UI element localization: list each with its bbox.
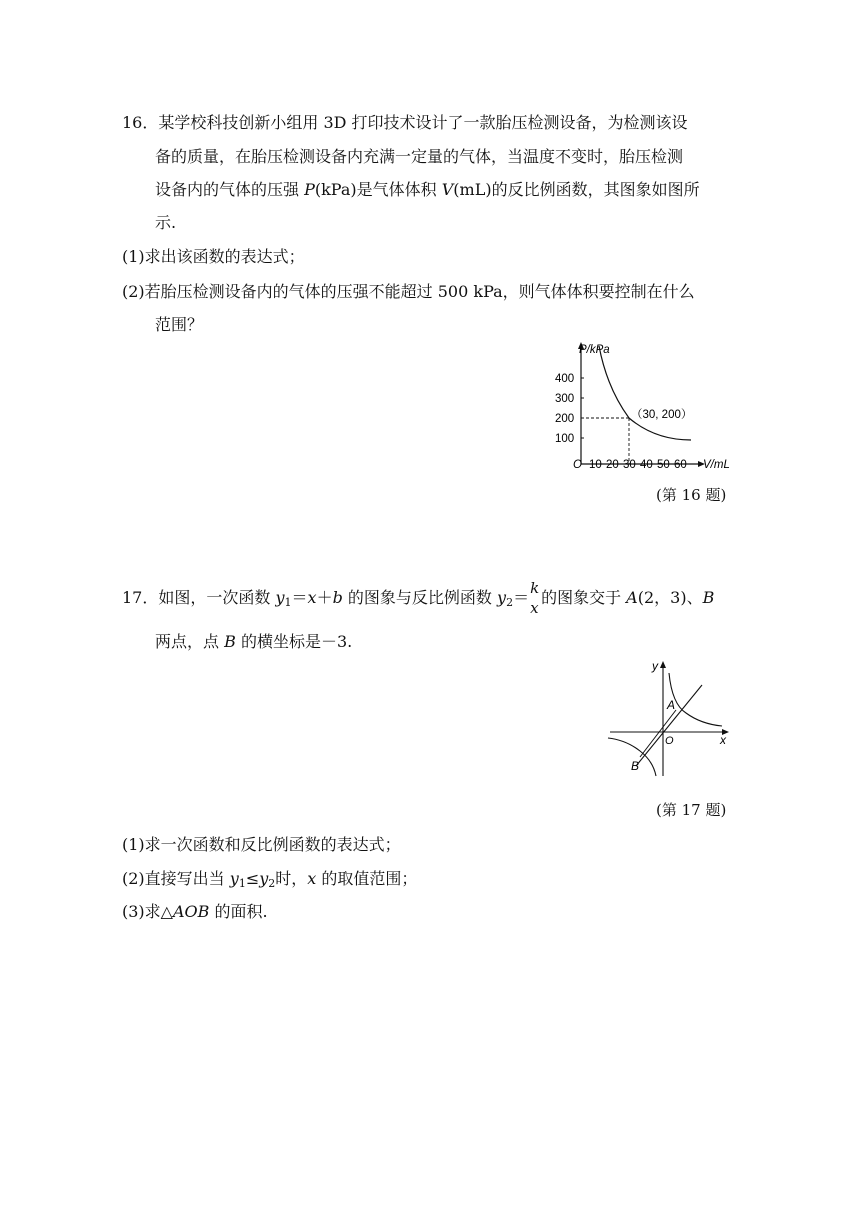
q16-x-tick-label: 50 bbox=[657, 459, 670, 471]
q17-sub3-b: 的面积. bbox=[209, 902, 268, 921]
q17-line2-a: 两点，点 bbox=[155, 632, 225, 651]
q16-line-1 bbox=[122, 112, 688, 134]
q16-text-1: 某学校科技创新小组用 3D 打印技术设计了一款胎压检测设备，为检测该设 bbox=[158, 113, 688, 132]
q17-label-a: A bbox=[667, 698, 676, 712]
q17-subquestion-2 bbox=[122, 868, 417, 890]
q16-var-p: P bbox=[304, 180, 315, 199]
q17-text-a: 如图，一次函数 bbox=[158, 588, 276, 607]
q17-text-g: (2，3)、 bbox=[637, 588, 703, 607]
q16-subquestion-1: (1)求出该函数的表达式； bbox=[122, 247, 305, 266]
q17-number: 17． bbox=[122, 588, 159, 607]
q17-sub2-c: 的取值范围； bbox=[316, 869, 418, 888]
q16-text-3c: (mL)的反比例函数，其图象如图所 bbox=[453, 180, 700, 199]
q16-number: 16． bbox=[122, 113, 159, 132]
q17-y-label: y bbox=[652, 659, 658, 673]
q17-line-ob bbox=[640, 710, 676, 757]
q16-y-tick-label: 400 bbox=[555, 373, 575, 385]
q17-line2-b-var: B bbox=[224, 632, 236, 651]
q17-eq-2: ＝ bbox=[513, 588, 530, 607]
q17-sub2-y1-sub: 1 bbox=[238, 877, 246, 890]
q17-x-label: x bbox=[720, 733, 726, 747]
q16-graph bbox=[545, 338, 740, 478]
q17-sub2-y2-sub: 2 bbox=[268, 877, 276, 890]
q16-line-2: 备的质量，在胎压检测设备内充满一定量的气体，当温度不变时，胎压检测 bbox=[155, 147, 684, 166]
q16-y-ticks bbox=[555, 373, 584, 445]
q16-x-tick-label: 40 bbox=[640, 459, 653, 471]
q17-sub2-b: 时， bbox=[275, 869, 308, 888]
q16-var-v: V bbox=[441, 180, 454, 199]
q17-caption: (第 17 题) bbox=[656, 801, 727, 819]
q16-caption: (第 16 题) bbox=[656, 486, 727, 504]
q16-subquestion-2-line-2: 范围？ bbox=[155, 315, 204, 334]
q16-x-tick-label: 20 bbox=[606, 459, 619, 471]
q17-frac-num: k bbox=[530, 579, 540, 597]
q17-point-a: A bbox=[626, 588, 638, 607]
q17-sub2-y1: y bbox=[229, 869, 239, 888]
q17-sub-2: 2 bbox=[506, 596, 514, 609]
q17-point-b: B bbox=[702, 588, 715, 607]
q17-sub3-a: (3)求△ bbox=[122, 902, 173, 921]
q16-y-tick-label: 200 bbox=[555, 413, 575, 425]
q17-sub3-aob: AOB bbox=[172, 902, 210, 921]
q17-fraction bbox=[529, 579, 541, 617]
q16-text-3a: 设备内的气体的压强 bbox=[155, 180, 305, 199]
q16-line-3 bbox=[155, 179, 700, 201]
q16-origin-label: O bbox=[573, 459, 582, 471]
q17-graph bbox=[606, 658, 736, 778]
q17-sub2-y2: y bbox=[259, 869, 269, 888]
q16-hyperbola-curve bbox=[599, 346, 691, 440]
q16-text-3b: (kPa)是气体体积 bbox=[314, 180, 442, 199]
q16-point-label: （30, 200） bbox=[631, 409, 693, 421]
q17-text-f: 的图象交于 bbox=[541, 588, 627, 607]
q17-plus: ＋ bbox=[316, 588, 333, 607]
q17-sub2-a: (2)直接写出当 bbox=[122, 869, 230, 888]
q17-hyperbola-branch-1 bbox=[669, 673, 722, 726]
q16-x-tick-label: 10 bbox=[589, 459, 602, 471]
q17-y-arrow bbox=[660, 661, 666, 668]
q17-var-x: x bbox=[307, 588, 317, 607]
q17-subquestion-3 bbox=[122, 901, 268, 923]
q17-line-2 bbox=[155, 631, 352, 653]
q16-x-axis-label: V/mL bbox=[703, 459, 730, 471]
q17-subquestion-1: (1)求一次函数和反比例函数的表达式； bbox=[122, 835, 401, 854]
q17-label-b: B bbox=[631, 759, 640, 773]
q16-y-tick-label: 100 bbox=[555, 433, 575, 445]
q17-var-b: b bbox=[332, 588, 343, 607]
q16-subquestion-2-line-1: (2)若胎压检测设备内的气体的压强不能超过 500 kPa，则气体体积要控制在什么 bbox=[122, 282, 695, 301]
q17-text-d: 的图象与反比例函数 bbox=[342, 588, 498, 607]
q16-x-tick-label: 30 bbox=[623, 459, 636, 471]
q16-y-tick-label: 300 bbox=[555, 393, 575, 405]
q16-x-ticks bbox=[589, 459, 687, 471]
q17-origin-label: O bbox=[665, 735, 674, 747]
q17-sub2-le: ≤ bbox=[245, 869, 260, 888]
q16-y-axis-label: P/kPa bbox=[579, 344, 610, 356]
q17-var-y2: y bbox=[497, 588, 507, 607]
q17-sub-1: 1 bbox=[284, 596, 292, 609]
q17-frac-den: x bbox=[530, 599, 539, 617]
q16-x-tick-label: 60 bbox=[674, 459, 687, 471]
q17-line2-b: 的横坐标是－3. bbox=[235, 632, 353, 651]
q16-line-4: 示. bbox=[155, 213, 177, 232]
q17-var-y1: y bbox=[275, 588, 285, 607]
q17-eq-1: ＝ bbox=[291, 588, 308, 607]
q17-line-1 bbox=[122, 579, 715, 617]
q17-sub2-x: x bbox=[307, 869, 317, 888]
